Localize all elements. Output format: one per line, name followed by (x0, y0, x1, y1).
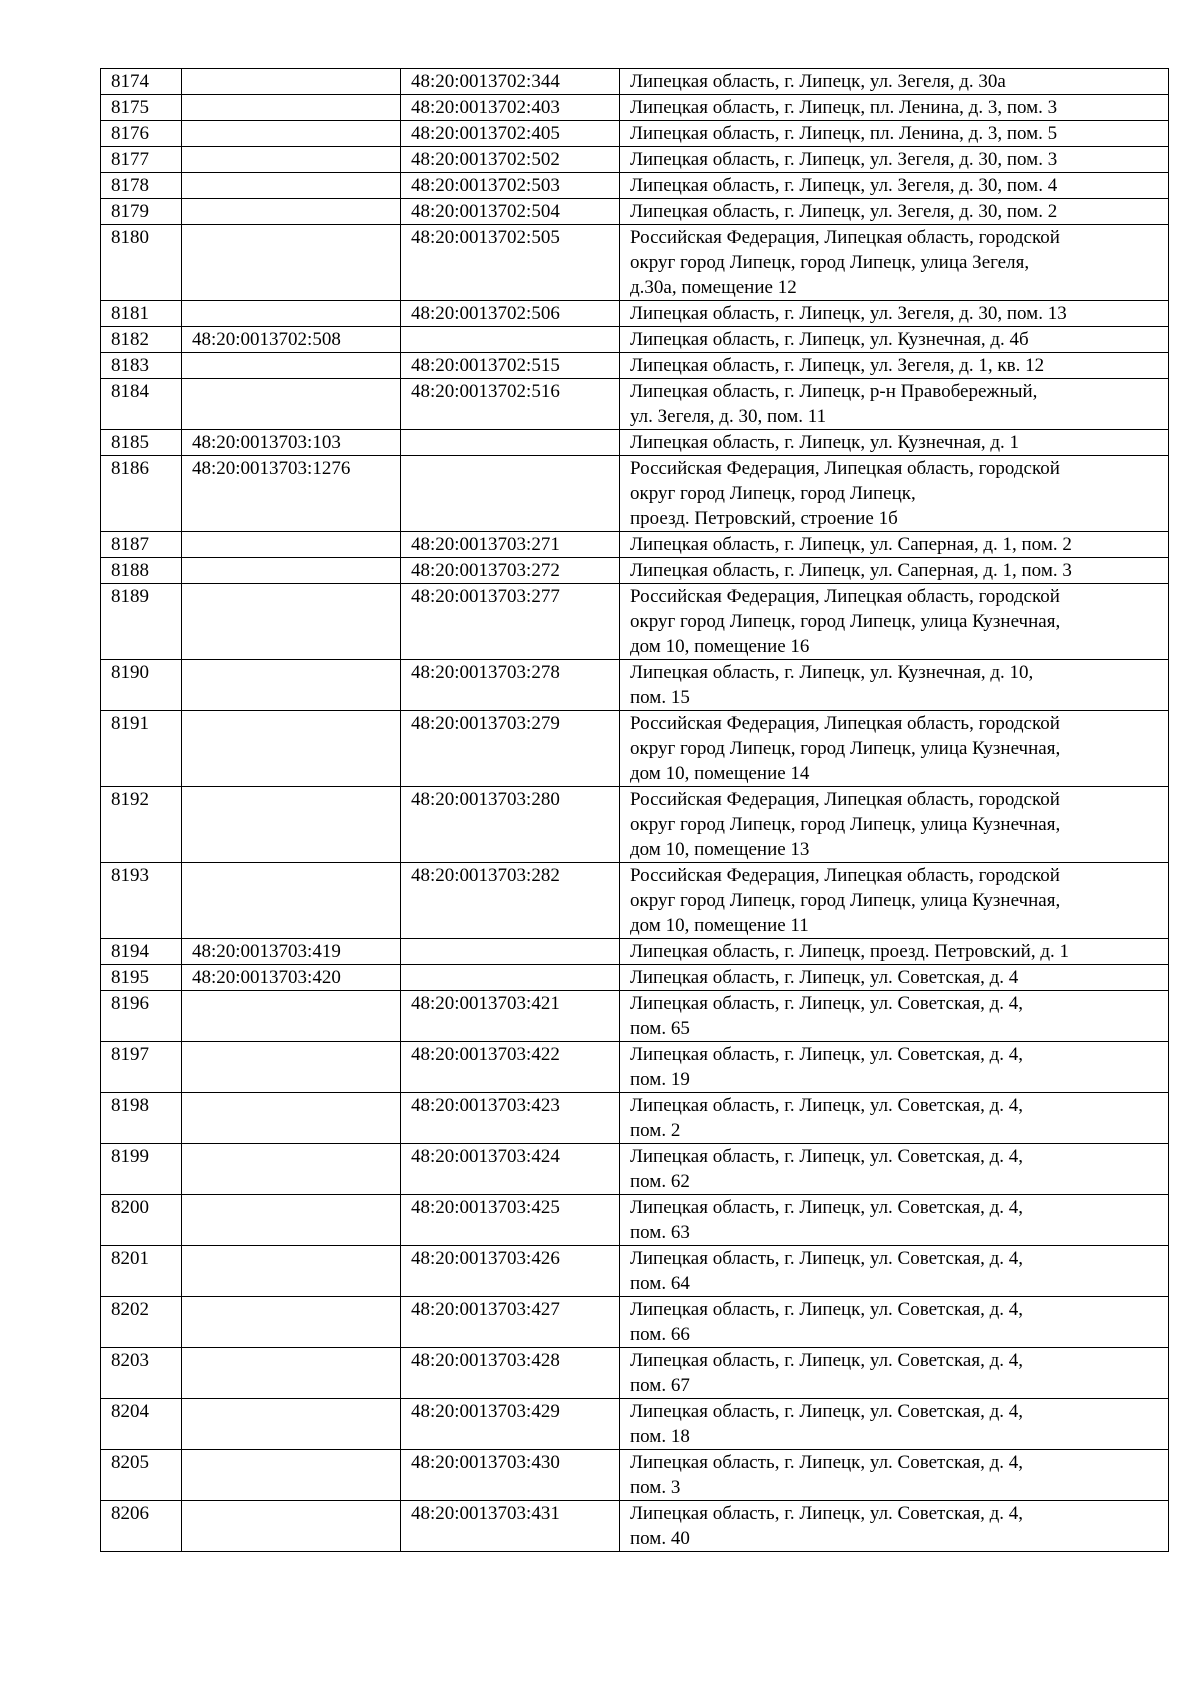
row-number-cell: 8180 (101, 225, 182, 301)
table-row (101, 69, 1169, 95)
related-cadastral-number-cell: 48:20:0013702:403 (401, 95, 620, 121)
table-row (101, 991, 1169, 1042)
cadastral-number-cell (182, 353, 401, 379)
row-number-cell: 8177 (101, 147, 182, 173)
table-row (101, 1348, 1169, 1399)
table-row (101, 660, 1169, 711)
address-cell: Российская Федерация, Липецкая область, городской округ город Липецк, город Липецк, улица Кузнечная, дом 10, помещение 16 (620, 584, 1169, 660)
related-cadastral-number-cell: 48:20:0013703:277 (401, 584, 620, 660)
property-registry-table (100, 68, 1169, 1552)
cadastral-number-cell (182, 558, 401, 584)
address-cell: Липецкая область, г. Липецк, пл. Ленина, д. 3, пом. 5 (620, 121, 1169, 147)
related-cadastral-number-cell (401, 327, 620, 353)
related-cadastral-number-cell: 48:20:0013702:506 (401, 301, 620, 327)
row-number-cell: 8203 (101, 1348, 182, 1399)
related-cadastral-number-cell: 48:20:0013703:278 (401, 660, 620, 711)
related-cadastral-number-cell: 48:20:0013703:427 (401, 1297, 620, 1348)
related-cadastral-number-cell: 48:20:0013702:503 (401, 173, 620, 199)
related-cadastral-number-cell: 48:20:0013703:279 (401, 711, 620, 787)
address-cell: Липецкая область, г. Липецк, ул. Зегеля, д. 30, пом. 13 (620, 301, 1169, 327)
row-number-cell: 8205 (101, 1450, 182, 1501)
table-row (101, 379, 1169, 430)
related-cadastral-number-cell: 48:20:0013703:423 (401, 1093, 620, 1144)
cadastral-number-cell (182, 121, 401, 147)
cadastral-number-cell (182, 147, 401, 173)
row-number-cell: 8206 (101, 1501, 182, 1552)
address-cell: Липецкая область, г. Липецк, ул. Советская, д. 4, пом. 64 (620, 1246, 1169, 1297)
related-cadastral-number-cell: 48:20:0013702:515 (401, 353, 620, 379)
table-row (101, 327, 1169, 353)
address-cell: Липецкая область, г. Липецк, ул. Саперная, д. 1, пом. 2 (620, 532, 1169, 558)
cadastral-number-cell: 48:20:0013702:508 (182, 327, 401, 353)
cadastral-number-cell (182, 379, 401, 430)
cadastral-number-cell: 48:20:0013703:103 (182, 430, 401, 456)
row-number-cell: 8195 (101, 965, 182, 991)
address-cell: Липецкая область, г. Липецк, проезд. Петровский, д. 1 (620, 939, 1169, 965)
address-cell: Российская Федерация, Липецкая область, городской округ город Липецк, город Липецк, улица Кузнечная, дом 10, помещение 14 (620, 711, 1169, 787)
address-cell: Российская Федерация, Липецкая область, городской округ город Липецк, город Липецк, проезд. Петровский, строение 1б (620, 456, 1169, 532)
row-number-cell: 8197 (101, 1042, 182, 1093)
cadastral-number-cell (182, 173, 401, 199)
cadastral-number-cell (182, 584, 401, 660)
row-number-cell: 8194 (101, 939, 182, 965)
row-number-cell: 8202 (101, 1297, 182, 1348)
table-row (101, 1093, 1169, 1144)
cadastral-number-cell (182, 1450, 401, 1501)
table-row (101, 1042, 1169, 1093)
related-cadastral-number-cell: 48:20:0013703:282 (401, 863, 620, 939)
related-cadastral-number-cell: 48:20:0013703:430 (401, 1450, 620, 1501)
address-cell: Липецкая область, г. Липецк, ул. Советская, д. 4, пом. 65 (620, 991, 1169, 1042)
cadastral-number-cell (182, 532, 401, 558)
row-number-cell: 8201 (101, 1246, 182, 1297)
related-cadastral-number-cell: 48:20:0013702:344 (401, 69, 620, 95)
address-cell: Липецкая область, г. Липецк, ул. Кузнечная, д. 1 (620, 430, 1169, 456)
table-row (101, 430, 1169, 456)
related-cadastral-number-cell: 48:20:0013703:271 (401, 532, 620, 558)
address-cell: Липецкая область, г. Липецк, ул. Советская, д. 4, пом. 19 (620, 1042, 1169, 1093)
address-cell: Липецкая область, г. Липецк, ул. Саперная, д. 1, пом. 3 (620, 558, 1169, 584)
related-cadastral-number-cell: 48:20:0013703:425 (401, 1195, 620, 1246)
cadastral-number-cell (182, 1348, 401, 1399)
cadastral-number-cell (182, 1195, 401, 1246)
cadastral-number-cell (182, 991, 401, 1042)
row-number-cell: 8184 (101, 379, 182, 430)
address-cell: Липецкая область, г. Липецк, ул. Зегеля, д. 30, пом. 2 (620, 199, 1169, 225)
row-number-cell: 8196 (101, 991, 182, 1042)
cadastral-number-cell: 48:20:0013703:419 (182, 939, 401, 965)
cadastral-number-cell: 48:20:0013703:1276 (182, 456, 401, 532)
row-number-cell: 8183 (101, 353, 182, 379)
address-cell: Липецкая область, г. Липецк, ул. Советская, д. 4, пом. 40 (620, 1501, 1169, 1552)
table-row (101, 95, 1169, 121)
row-number-cell: 8179 (101, 199, 182, 225)
related-cadastral-number-cell: 48:20:0013703:426 (401, 1246, 620, 1297)
row-number-cell: 8191 (101, 711, 182, 787)
row-number-cell: 8185 (101, 430, 182, 456)
row-number-cell: 8182 (101, 327, 182, 353)
address-cell: Липецкая область, г. Липецк, ул. Советская, д. 4, пом. 18 (620, 1399, 1169, 1450)
cadastral-number-cell (182, 1144, 401, 1195)
related-cadastral-number-cell: 48:20:0013703:429 (401, 1399, 620, 1450)
row-number-cell: 8178 (101, 173, 182, 199)
table-row (101, 173, 1169, 199)
related-cadastral-number-cell: 48:20:0013703:272 (401, 558, 620, 584)
address-cell: Липецкая область, г. Липецк, ул. Зегеля, д. 30, пом. 3 (620, 147, 1169, 173)
row-number-cell: 8200 (101, 1195, 182, 1246)
cadastral-number-cell (182, 1399, 401, 1450)
table-row (101, 353, 1169, 379)
cadastral-number-cell (182, 199, 401, 225)
cadastral-number-cell (182, 863, 401, 939)
related-cadastral-number-cell: 48:20:0013702:505 (401, 225, 620, 301)
table-row (101, 1501, 1169, 1552)
address-cell: Липецкая область, г. Липецк, ул. Советская, д. 4, пом. 63 (620, 1195, 1169, 1246)
address-cell: Российская Федерация, Липецкая область, городской округ город Липецк, город Липецк, улица Кузнечная, дом 10, помещение 13 (620, 787, 1169, 863)
related-cadastral-number-cell: 48:20:0013703:280 (401, 787, 620, 863)
related-cadastral-number-cell: 48:20:0013703:424 (401, 1144, 620, 1195)
row-number-cell: 8198 (101, 1093, 182, 1144)
table-row (101, 147, 1169, 173)
row-number-cell: 8199 (101, 1144, 182, 1195)
related-cadastral-number-cell: 48:20:0013703:422 (401, 1042, 620, 1093)
row-number-cell: 8188 (101, 558, 182, 584)
row-number-cell: 8187 (101, 532, 182, 558)
address-cell: Липецкая область, г. Липецк, ул. Зегеля, д. 30, пом. 4 (620, 173, 1169, 199)
address-cell: Липецкая область, г. Липецк, ул. Кузнечная, д. 4б (620, 327, 1169, 353)
cadastral-number-cell: 48:20:0013703:420 (182, 965, 401, 991)
cadastral-number-cell (182, 1093, 401, 1144)
address-cell: Российская Федерация, Липецкая область, городской округ город Липецк, город Липецк, улица Зегеля, д.30а, помещение 12 (620, 225, 1169, 301)
related-cadastral-number-cell: 48:20:0013703:431 (401, 1501, 620, 1552)
table-row (101, 711, 1169, 787)
row-number-cell: 8192 (101, 787, 182, 863)
address-cell: Липецкая область, г. Липецк, ул. Советская, д. 4 (620, 965, 1169, 991)
table-row (101, 199, 1169, 225)
table-row (101, 1144, 1169, 1195)
related-cadastral-number-cell: 48:20:0013702:502 (401, 147, 620, 173)
related-cadastral-number-cell: 48:20:0013702:405 (401, 121, 620, 147)
row-number-cell: 8190 (101, 660, 182, 711)
table-row (101, 965, 1169, 991)
row-number-cell: 8193 (101, 863, 182, 939)
table-row (101, 1246, 1169, 1297)
cadastral-number-cell (182, 1042, 401, 1093)
related-cadastral-number-cell (401, 965, 620, 991)
table-row (101, 456, 1169, 532)
related-cadastral-number-cell: 48:20:0013702:504 (401, 199, 620, 225)
registry-table-body (101, 69, 1169, 1552)
address-cell: Липецкая область, г. Липецк, пл. Ленина, д. 3, пом. 3 (620, 95, 1169, 121)
table-row (101, 558, 1169, 584)
cadastral-number-cell (182, 301, 401, 327)
cadastral-number-cell (182, 787, 401, 863)
address-cell: Липецкая область, г. Липецк, ул. Советская, д. 4, пом. 2 (620, 1093, 1169, 1144)
table-row (101, 787, 1169, 863)
table-row (101, 1399, 1169, 1450)
related-cadastral-number-cell: 48:20:0013702:516 (401, 379, 620, 430)
cadastral-number-cell (182, 1246, 401, 1297)
table-row (101, 1297, 1169, 1348)
address-cell: Липецкая область, г. Липецк, ул. Советская, д. 4, пом. 3 (620, 1450, 1169, 1501)
table-row (101, 1195, 1169, 1246)
address-cell: Липецкая область, г. Липецк, р-н Правобережный, ул. Зегеля, д. 30, пом. 11 (620, 379, 1169, 430)
table-row (101, 939, 1169, 965)
table-row (101, 532, 1169, 558)
table-row (101, 301, 1169, 327)
cadastral-number-cell (182, 69, 401, 95)
related-cadastral-number-cell (401, 430, 620, 456)
cadastral-number-cell (182, 95, 401, 121)
row-number-cell: 8204 (101, 1399, 182, 1450)
address-cell: Липецкая область, г. Липецк, ул. Советская, д. 4, пом. 66 (620, 1297, 1169, 1348)
row-number-cell: 8176 (101, 121, 182, 147)
table-row (101, 584, 1169, 660)
table-row (101, 121, 1169, 147)
address-cell: Липецкая область, г. Липецк, ул. Зегеля, д. 1, кв. 12 (620, 353, 1169, 379)
cadastral-number-cell (182, 1501, 401, 1552)
related-cadastral-number-cell: 48:20:0013703:428 (401, 1348, 620, 1399)
address-cell: Липецкая область, г. Липецк, ул. Кузнечная, д. 10, пом. 15 (620, 660, 1169, 711)
cadastral-number-cell (182, 1297, 401, 1348)
related-cadastral-number-cell: 48:20:0013703:421 (401, 991, 620, 1042)
row-number-cell: 8181 (101, 301, 182, 327)
row-number-cell: 8175 (101, 95, 182, 121)
address-cell: Российская Федерация, Липецкая область, городской округ город Липецк, город Липецк, улица Кузнечная, дом 10, помещение 11 (620, 863, 1169, 939)
table-row (101, 863, 1169, 939)
address-cell: Липецкая область, г. Липецк, ул. Советская, д. 4, пом. 67 (620, 1348, 1169, 1399)
related-cadastral-number-cell (401, 939, 620, 965)
related-cadastral-number-cell (401, 456, 620, 532)
cadastral-number-cell (182, 225, 401, 301)
cadastral-number-cell (182, 660, 401, 711)
row-number-cell: 8174 (101, 69, 182, 95)
table-row (101, 225, 1169, 301)
table-row (101, 1450, 1169, 1501)
address-cell: Липецкая область, г. Липецк, ул. Советская, д. 4, пом. 62 (620, 1144, 1169, 1195)
row-number-cell: 8189 (101, 584, 182, 660)
row-number-cell: 8186 (101, 456, 182, 532)
address-cell: Липецкая область, г. Липецк, ул. Зегеля, д. 30а (620, 69, 1169, 95)
cadastral-number-cell (182, 711, 401, 787)
